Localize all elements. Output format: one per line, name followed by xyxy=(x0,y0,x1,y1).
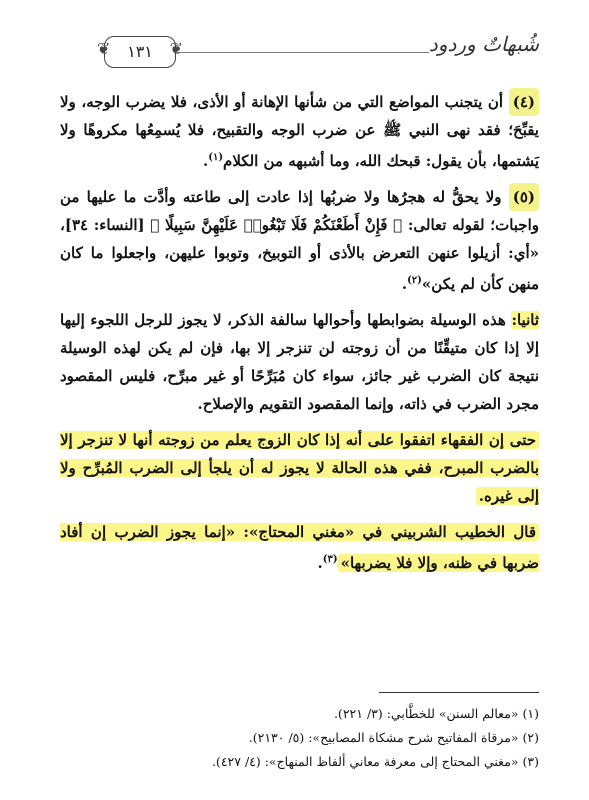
paragraph-4: (٤) أن يتجنب المواضع التي من شأنها الإهانة أو الأذى، فلا يضرب الوجه، ولا يقبِّحَ؛ فقد نهى النبي ﷺ عن ضرب الوجه والتقبيح، فلا يُسمِعُها مكروهًا ولا يَشتمها، بأن يقول: قبحك الله، وما أشبهه من الكلام$^{(١)}$. xyxy=(60,88,539,175)
paragraph-text: أن يتجنب المواضع التي من شأنها الإهانة أو الأذى، فلا يضرب الوجه، ولا يقبِّحَ؛ فقد نهى النبي ﷺ عن ضرب الوجه والتقبيح، فلا يُسمِعُها مكروهًا ولا يَشتمها، بأن يقول: قبحك الله، وما أشبهه من الكلام xyxy=(60,93,539,170)
ornament-icon: ❦ xyxy=(169,39,183,58)
paragraph-5: (٥) ولا يحقُّ له هجرُها ولا ضربُها إذا عادت إلى طاعته وأدَّت ما عليها من واجبات؛ لقوله تعالى: ﴿ فَإِنْ أَطَعْنَكُمْ فَلَا تَبْغُوا۟ عَلَيْهِنَّ سَبِيلًا ﴾ [النساء: ٣٤]، «أي: أزيلوا عنهن التعرض بالأذى أو التوبيخ، وتوبوا عليهن، واجعلوا ما كان منهن كأن لم يكن»$^{(٢)}$. xyxy=(60,183,539,298)
footnotes xyxy=(60,702,539,774)
footnote-separator xyxy=(379,692,539,693)
footnote-3: (٣) «مغني المحتاج إلى معرفة معاني ألفاظ المنهاج»: (٤/ ٤٢٧). xyxy=(211,754,539,769)
page-body xyxy=(60,88,539,585)
page-number: ١٣١ xyxy=(127,42,153,61)
quran-verse: ﴿ فَإِنْ أَطَعْنَكُمْ فَلَا تَبْغُوا۟ عَلَيْهِنَّ سَبِيلًا ﴾ xyxy=(150,216,403,234)
footnote-ref: (٢) xyxy=(407,275,422,286)
header-rule xyxy=(176,52,429,53)
paragraph-text: هذه الوسيلة بضوابطها وأحوالها سالفة الذكر، لا يجوز للرجل اللجوء إليها إلا إذا كان متيقِّنًا من أن زوجته لن تنزجر إلا بها، فإن لم يكن لهذه الوسيلة نتيجة كان الضرب غير جائز، سواء كان مُبَرِّحًا أو غير مبرِّح، فليس المقصود مجرد الضرب في ذاته، وإنما المقصود التقويم والإصلاح. xyxy=(60,311,539,413)
footnote-2: (٢) «مرقاة المفاتيح شرح مشكاة المصابيح»: (٥/ ٢١٣٠). xyxy=(248,730,539,745)
paragraph-highlighted-2: قال الخطيب الشربيني في «مغني المحتاج»: «إنما يجوز الضرب إن أفاد ضربها في ظنه، وإلا فلا يضربها»$^{(٣)}$. xyxy=(60,523,539,572)
book-title: شُبهاتٌ وردود xyxy=(428,32,539,56)
paragraph-highlighted-1 xyxy=(60,426,539,510)
page-header xyxy=(66,30,539,74)
highlighted-text: حتى إن الفقهاء اتفقوا على أنه إذا كان الزوج يعلم من زوجته أنها لا تنزجر إلا بالضرب المبرح، ففي هذه الحالة لا يجوز له أن يلجأ إلى الضرب المُبرِّح ولا إلى غيره. xyxy=(60,431,539,505)
page-number-badge xyxy=(97,36,183,68)
highlighted-text: قال الخطيب الشربيني في «مغني المحتاج»: «إنما يجوز الضرب إن أفاد ضربها في ظنه، وإلا فلا يضربها» xyxy=(60,523,539,572)
item-number: (٤) xyxy=(509,88,539,116)
paragraph-text: [النساء: ٣٤]، «أي: أزيلوا عنهن التعرض بالأذى أو التوبيخ، وتوبوا عليهن، واجعلوا ما كان منهن كأن لم يكن» xyxy=(60,216,539,293)
ornament-icon: ❦ xyxy=(97,39,111,58)
paragraph-text: ولا يحقُّ له هجرُها ولا ضربُها إذا عادت إلى طاعته وأدَّت ما عليها من واجبات؛ لقوله تعالى: xyxy=(60,188,539,234)
item-number: (٥) xyxy=(509,183,539,211)
footnote-ref: (٣) xyxy=(322,554,338,565)
paragraph-second xyxy=(60,306,539,418)
footnote-ref: (١) xyxy=(208,152,224,163)
footnote-1: (١) «معالم السنن» للخطَّابي: (٣/ ٢٢١). xyxy=(333,706,539,721)
section-label: ثانيا: xyxy=(511,311,539,329)
